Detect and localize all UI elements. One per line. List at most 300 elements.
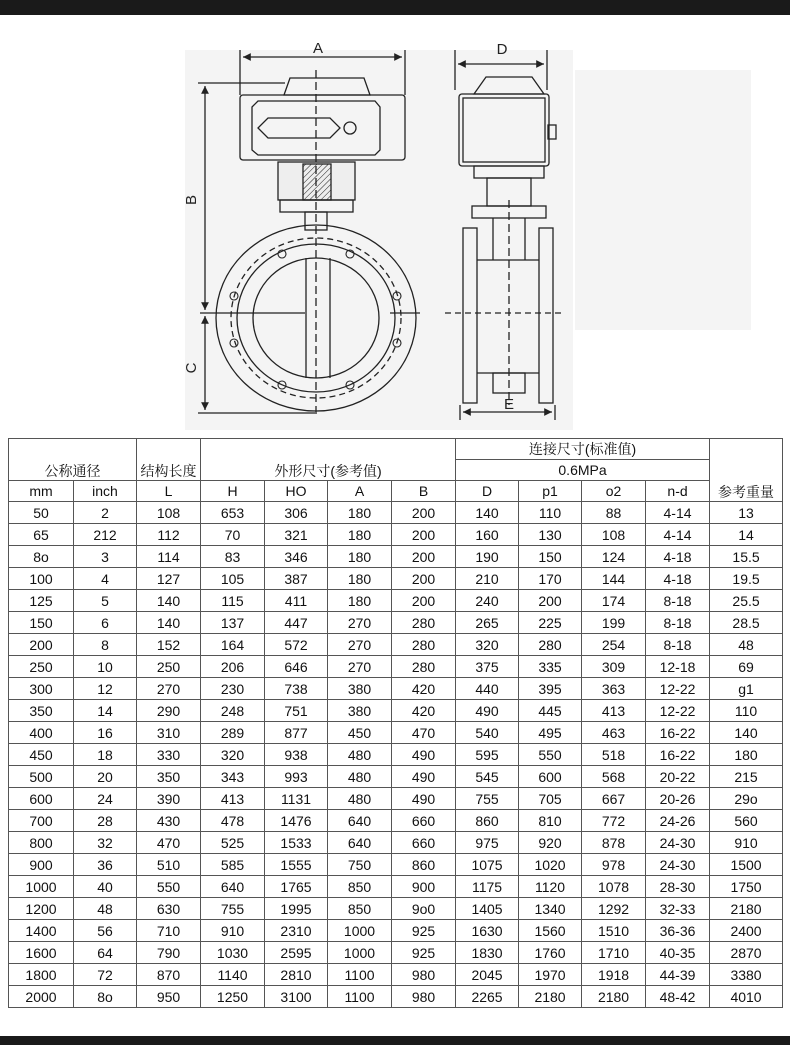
table-cell: 40: [74, 876, 137, 898]
table-cell: 64: [74, 942, 137, 964]
table-cell: 28.5: [710, 612, 783, 634]
valve-drawing: [0, 0, 790, 435]
table-cell: 550: [137, 876, 201, 898]
table-cell: 199: [582, 612, 646, 634]
table-cell: 850: [328, 876, 392, 898]
table-cell: 1918: [582, 964, 646, 986]
table-cell: 125: [9, 590, 74, 612]
column-header-a: A: [328, 481, 392, 502]
table-cell: 140: [137, 590, 201, 612]
side-view: [445, 50, 565, 420]
table-cell: 350: [137, 766, 201, 788]
table-cell: 270: [137, 678, 201, 700]
table-cell: 1400: [9, 920, 74, 942]
table-cell: 980: [392, 986, 456, 1008]
table-cell: 518: [582, 744, 646, 766]
table-cell: 975: [456, 832, 519, 854]
column-header-l: L: [137, 481, 201, 502]
table-cell: 330: [137, 744, 201, 766]
table-cell: 24-30: [646, 854, 710, 876]
table-cell: 5: [74, 590, 137, 612]
table-cell: 200: [392, 546, 456, 568]
table-cell: 660: [392, 832, 456, 854]
table-cell: 395: [519, 678, 582, 700]
table-cell: 8: [74, 634, 137, 656]
table-cell: 16-22: [646, 744, 710, 766]
table-cell: 900: [392, 876, 456, 898]
actuator-cap: [284, 78, 370, 95]
header-length: 结构长度: [137, 439, 201, 481]
table-cell: 2810: [265, 964, 328, 986]
label-c: C: [183, 362, 200, 374]
table-cell: 411: [265, 590, 328, 612]
table-cell: 150: [9, 612, 74, 634]
label-b: B: [183, 194, 200, 206]
table-cell: 480: [328, 788, 392, 810]
table-cell: 300: [9, 678, 74, 700]
table-cell: 2180: [582, 986, 646, 1008]
table-cell: 1500: [710, 854, 783, 876]
column-header-p1: p1: [519, 481, 582, 502]
table-cell: 2400: [710, 920, 783, 942]
table-cell: 8-18: [646, 634, 710, 656]
table-cell: 490: [392, 744, 456, 766]
table-cell: 1000: [9, 876, 74, 898]
table-cell: 50: [9, 502, 74, 524]
table-cell: 1075: [456, 854, 519, 876]
table-cell: 12-22: [646, 678, 710, 700]
header-weight: 参考重量: [710, 439, 783, 502]
table-cell: 20-22: [646, 766, 710, 788]
table-cell: 306: [265, 502, 328, 524]
table-cell: 254: [582, 634, 646, 656]
table-cell: 3380: [710, 964, 783, 986]
table-row: [9, 964, 783, 986]
table-row: [9, 788, 783, 810]
table-cell: 200: [392, 524, 456, 546]
table-cell: 653: [201, 502, 265, 524]
table-cell: 1000: [328, 942, 392, 964]
header-pressure: 0.6MPa: [456, 460, 710, 481]
table-cell: 1340: [519, 898, 582, 920]
table-cell: 200: [519, 590, 582, 612]
table-cell: 1800: [9, 964, 74, 986]
table-cell: 900: [9, 854, 74, 876]
table-cell: 83: [201, 546, 265, 568]
table-cell: 640: [201, 876, 265, 898]
table-cell: 16-22: [646, 722, 710, 744]
table-cell: 660: [392, 810, 456, 832]
table-cell: 335: [519, 656, 582, 678]
table-row: [9, 832, 783, 854]
table-cell: 350: [9, 700, 74, 722]
table-cell: 280: [392, 656, 456, 678]
table-cell: 250: [137, 656, 201, 678]
table-cell: 137: [201, 612, 265, 634]
table-cell: 1405: [456, 898, 519, 920]
column-header-o2: o2: [582, 481, 646, 502]
table-cell: 2870: [710, 942, 783, 964]
table-cell: 25.5: [710, 590, 783, 612]
table-cell: 160: [456, 524, 519, 546]
table-cell: 346: [265, 546, 328, 568]
table-cell: 180: [328, 524, 392, 546]
table-cell: 114: [137, 546, 201, 568]
table-cell: 1020: [519, 854, 582, 876]
table-cell: 265: [456, 612, 519, 634]
table-cell: 710: [137, 920, 201, 942]
table-cell: 280: [392, 634, 456, 656]
table-cell: 12-22: [646, 700, 710, 722]
table-cell: 2310: [265, 920, 328, 942]
table-cell: 48: [710, 634, 783, 656]
table-cell: 112: [137, 524, 201, 546]
table-cell: 48: [74, 898, 137, 920]
table-cell: 646: [265, 656, 328, 678]
table-cell: 115: [201, 590, 265, 612]
table-cell: 16: [74, 722, 137, 744]
table-cell: 950: [137, 986, 201, 1008]
table-cell: 925: [392, 942, 456, 964]
table-cell: 200: [392, 502, 456, 524]
table-cell: 1555: [265, 854, 328, 876]
table-cell: 280: [392, 612, 456, 634]
table-cell: 24-30: [646, 832, 710, 854]
table-cell: 140: [137, 612, 201, 634]
table-cell: 144: [582, 568, 646, 590]
table-cell: 270: [328, 612, 392, 634]
table-cell: 32-33: [646, 898, 710, 920]
table-cell: 130: [519, 524, 582, 546]
table-cell: 4-18: [646, 568, 710, 590]
column-header-d: D: [456, 481, 519, 502]
table-row: [9, 502, 783, 524]
table-cell: 110: [710, 700, 783, 722]
table-row: [9, 546, 783, 568]
table-cell: 200: [392, 568, 456, 590]
table-cell: 12: [74, 678, 137, 700]
table-cell: 447: [265, 612, 328, 634]
table-cell: 1995: [265, 898, 328, 920]
table-cell: 248: [201, 700, 265, 722]
label-d: D: [496, 41, 508, 58]
table-cell: 470: [392, 722, 456, 744]
table-row: [9, 942, 783, 964]
table-cell: 10: [74, 656, 137, 678]
column-header-inch: inch: [74, 481, 137, 502]
table-cell: 2045: [456, 964, 519, 986]
table-cell: 540: [456, 722, 519, 744]
table-cell: 72: [74, 964, 137, 986]
table-cell: 8o: [74, 986, 137, 1008]
table-cell: 380: [328, 700, 392, 722]
column-header-h: H: [201, 481, 265, 502]
table-cell: 88: [582, 502, 646, 524]
table-cell: 24: [74, 788, 137, 810]
table-cell: 420: [392, 700, 456, 722]
table-cell: 14: [74, 700, 137, 722]
table-row: [9, 744, 783, 766]
table-cell: 4-18: [646, 546, 710, 568]
table-cell: 450: [9, 744, 74, 766]
table-cell: 910: [710, 832, 783, 854]
table-cell: 140: [456, 502, 519, 524]
table-row: [9, 766, 783, 788]
table-cell: 18: [74, 744, 137, 766]
table-cell: 2: [74, 502, 137, 524]
table-cell: 1078: [582, 876, 646, 898]
table-cell: 480: [328, 766, 392, 788]
table-cell: 124: [582, 546, 646, 568]
table-cell: 4: [74, 568, 137, 590]
table-cell: 2180: [519, 986, 582, 1008]
table-cell: 110: [519, 502, 582, 524]
table-cell: 28-30: [646, 876, 710, 898]
column-header-row: [9, 481, 783, 502]
table-cell: 568: [582, 766, 646, 788]
table-cell: 750: [328, 854, 392, 876]
table-cell: 755: [456, 788, 519, 810]
table-cell: 3100: [265, 986, 328, 1008]
table-cell: 206: [201, 656, 265, 678]
table-cell: 150: [519, 546, 582, 568]
table-cell: 36: [74, 854, 137, 876]
table-cell: 56: [74, 920, 137, 942]
table-cell: 667: [582, 788, 646, 810]
table-cell: 445: [519, 700, 582, 722]
table-cell: 1131: [265, 788, 328, 810]
table-cell: 215: [710, 766, 783, 788]
table-cell: 545: [456, 766, 519, 788]
table-cell: 1630: [456, 920, 519, 942]
table-cell: 1000: [328, 920, 392, 942]
table-cell: 585: [201, 854, 265, 876]
table-cell: 8-18: [646, 612, 710, 634]
table-cell: 1100: [328, 986, 392, 1008]
table-cell: 1476: [265, 810, 328, 832]
table-cell: 572: [265, 634, 328, 656]
table-cell: 240: [456, 590, 519, 612]
table-cell: 463: [582, 722, 646, 744]
table-cell: 29o: [710, 788, 783, 810]
table-cell: 1533: [265, 832, 328, 854]
table-cell: 980: [392, 964, 456, 986]
table-body: [9, 502, 783, 1008]
table-cell: 978: [582, 854, 646, 876]
table-cell: 640: [328, 832, 392, 854]
table-cell: 877: [265, 722, 328, 744]
table-cell: 375: [456, 656, 519, 678]
table-row: [9, 986, 783, 1008]
table-cell: 938: [265, 744, 328, 766]
table-cell: 164: [201, 634, 265, 656]
table-cell: 32: [74, 832, 137, 854]
table-row: [9, 634, 783, 656]
header-outline: 外形尺寸(参考值): [201, 439, 456, 481]
front-view: [198, 50, 420, 418]
bottom-bar: [0, 1036, 790, 1045]
table-cell: 480: [328, 744, 392, 766]
table-cell: 65: [9, 524, 74, 546]
table-cell: 1970: [519, 964, 582, 986]
table-cell: 4-14: [646, 502, 710, 524]
table-cell: 69: [710, 656, 783, 678]
table-row: [9, 898, 783, 920]
table-cell: 20: [74, 766, 137, 788]
table-cell: 993: [265, 766, 328, 788]
table-cell: 180: [328, 502, 392, 524]
table-cell: 127: [137, 568, 201, 590]
table-cell: 270: [328, 634, 392, 656]
table-cell: 36-36: [646, 920, 710, 942]
table-cell: 910: [201, 920, 265, 942]
table-cell: 180: [328, 590, 392, 612]
table-cell: 28: [74, 810, 137, 832]
table-cell: 413: [201, 788, 265, 810]
table-cell: 860: [392, 854, 456, 876]
header-connection: 连接尺寸(标准值): [456, 439, 710, 460]
table-cell: 380: [328, 678, 392, 700]
table-row: [9, 876, 783, 898]
table-cell: 500: [9, 766, 74, 788]
table-cell: 1200: [9, 898, 74, 920]
table-cell: 24-26: [646, 810, 710, 832]
table-cell: 363: [582, 678, 646, 700]
table-cell: 700: [9, 810, 74, 832]
table-cell: 510: [137, 854, 201, 876]
table-cell: 140: [710, 722, 783, 744]
table-cell: 1560: [519, 920, 582, 942]
table-cell: 1030: [201, 942, 265, 964]
table-cell: 1175: [456, 876, 519, 898]
table-cell: 180: [710, 744, 783, 766]
label-e: E: [503, 396, 515, 413]
table-cell: 2180: [710, 898, 783, 920]
table-cell: 850: [328, 898, 392, 920]
table-cell: 3: [74, 546, 137, 568]
table-cell: 210: [456, 568, 519, 590]
table-cell: 860: [456, 810, 519, 832]
table-cell: 1710: [582, 942, 646, 964]
table-cell: 490: [456, 700, 519, 722]
table-row: [9, 810, 783, 832]
table-cell: 755: [201, 898, 265, 920]
table-cell: 1510: [582, 920, 646, 942]
column-header-ho: HO: [265, 481, 328, 502]
table-cell: 15.5: [710, 546, 783, 568]
header-nominal: 公称通径: [9, 439, 137, 481]
table-cell: 1830: [456, 942, 519, 964]
table-row: [9, 920, 783, 942]
table-row: [9, 590, 783, 612]
table-cell: 1292: [582, 898, 646, 920]
table-cell: 170: [519, 568, 582, 590]
table-cell: 2595: [265, 942, 328, 964]
table-row: [9, 678, 783, 700]
table-cell: 600: [9, 788, 74, 810]
table-cell: 108: [137, 502, 201, 524]
table-cell: 40-35: [646, 942, 710, 964]
table-cell: 19.5: [710, 568, 783, 590]
table-row: [9, 722, 783, 744]
table-cell: 174: [582, 590, 646, 612]
table-cell: 1765: [265, 876, 328, 898]
table-cell: 20-26: [646, 788, 710, 810]
table-cell: 225: [519, 612, 582, 634]
table-cell: 320: [456, 634, 519, 656]
table-cell: 200: [9, 634, 74, 656]
table-cell: 48-42: [646, 986, 710, 1008]
table-cell: 180: [328, 546, 392, 568]
table-cell: 4-14: [646, 524, 710, 546]
table-cell: 878: [582, 832, 646, 854]
table-cell: 870: [137, 964, 201, 986]
table-cell: 8-18: [646, 590, 710, 612]
table-cell: 478: [201, 810, 265, 832]
table-cell: 100: [9, 568, 74, 590]
table-cell: 1250: [201, 986, 265, 1008]
table-cell: 108: [582, 524, 646, 546]
table-row: [9, 612, 783, 634]
table-cell: 1600: [9, 942, 74, 964]
table-cell: 595: [456, 744, 519, 766]
table-cell: 738: [265, 678, 328, 700]
table-cell: 190: [456, 546, 519, 568]
table-cell: 290: [137, 700, 201, 722]
table-cell: 6: [74, 612, 137, 634]
table-cell: 413: [582, 700, 646, 722]
table-cell: 640: [328, 810, 392, 832]
table-cell: 44-39: [646, 964, 710, 986]
table-cell: g1: [710, 678, 783, 700]
table-cell: 200: [392, 590, 456, 612]
table-cell: 180: [328, 568, 392, 590]
table-cell: 390: [137, 788, 201, 810]
table-cell: 810: [519, 810, 582, 832]
table-cell: 250: [9, 656, 74, 678]
table-row: [9, 700, 783, 722]
table-cell: 450: [328, 722, 392, 744]
table-cell: 105: [201, 568, 265, 590]
table-cell: 490: [392, 788, 456, 810]
table-cell: 790: [137, 942, 201, 964]
table-cell: 309: [582, 656, 646, 678]
table-row: [9, 656, 783, 678]
table-cell: 320: [201, 744, 265, 766]
column-header-mm: mm: [9, 481, 74, 502]
table-cell: 925: [392, 920, 456, 942]
table-cell: 630: [137, 898, 201, 920]
table-cell: 321: [265, 524, 328, 546]
table-cell: 495: [519, 722, 582, 744]
table-cell: 470: [137, 832, 201, 854]
table-cell: 2265: [456, 986, 519, 1008]
table-cell: 8o: [9, 546, 74, 568]
table-cell: 751: [265, 700, 328, 722]
table-row: [9, 854, 783, 876]
table-cell: 230: [201, 678, 265, 700]
table-cell: 12-18: [646, 656, 710, 678]
dimension-table: [8, 438, 783, 1008]
table-cell: 920: [519, 832, 582, 854]
table-cell: 13: [710, 502, 783, 524]
table-cell: 490: [392, 766, 456, 788]
table-cell: 4010: [710, 986, 783, 1008]
table-cell: 1100: [328, 964, 392, 986]
table-cell: 70: [201, 524, 265, 546]
table-cell: 525: [201, 832, 265, 854]
column-header-b: B: [392, 481, 456, 502]
